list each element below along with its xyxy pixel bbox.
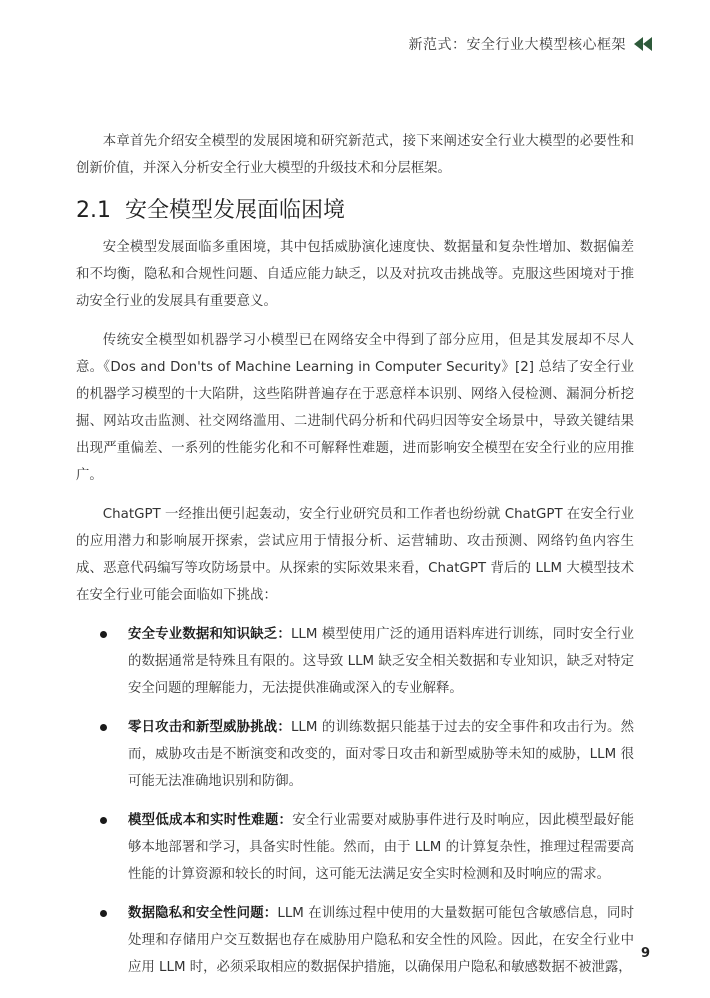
bullet-icon bbox=[100, 910, 107, 917]
bullet-icon bbox=[100, 817, 107, 824]
bullet-text: LLM 在训练过程中使用的大量数据可能包含敏感信息，同时处理和存储用户交互数据也存在威胁用户隐私和安全性的风险。因此，在安全行业中应用 LLM 时，必须采取相应的数据保护措施，以确保用户隐私和敏感数据不被泄露， bbox=[128, 906, 635, 975]
list-item bbox=[76, 807, 634, 888]
bullet-text: LLM 模型使用广泛的通用语料库进行训练，同时安全行业的数据通常是特殊且有限的。这导致 LLM 缺乏安全相关数据和专业知识，缺乏对特定安全问题的理解能力，无法提供准确或深入的专业解释。 bbox=[128, 627, 634, 696]
bullet-icon bbox=[100, 631, 107, 638]
section-heading bbox=[76, 194, 634, 228]
challenge-list bbox=[76, 621, 634, 981]
page-body bbox=[76, 128, 634, 993]
header-title: 新范式：安全行业大模型核心框架 bbox=[408, 37, 626, 53]
body-paragraph: ChatGPT 一经推出便引起轰动，安全行业研究员和工作者也纷纷就 ChatGPT 在安全行业的应用潜力和影响展开探索，尝试应用于情报分析、运营辅助、攻击预测、网络钓鱼内容生成、恶意代码编写等攻防场景中。从探索的实际效果来看，ChatGPT 背后的 LLM 大模型技术在安全行业可能会面临如下挑战： bbox=[76, 507, 634, 603]
running-header bbox=[409, 34, 653, 54]
section-number: 2.1 bbox=[76, 198, 111, 223]
bullet-term: 零日攻击和新型威胁挑战： bbox=[128, 720, 291, 735]
body-paragraph: 安全模型发展面临多重困境，其中包括威胁演化速度快、数据量和复杂性增加、数据偏差和不均衡，隐私和合规性问题、自适应能力缺乏，以及对抗攻击挑战等。克服这些困境对于推动安全行业的发展具有重要意义。 bbox=[76, 240, 634, 309]
bullet-text: 安全行业需要对威胁事件进行及时响应，因此模型最好能够本地部署和学习，具备实时性能。然而，由于 LLM 的计算复杂性，推理过程需要高性能的计算资源和较长的时间，这可能无法满足安全实时检测和及时响应的需求。 bbox=[128, 813, 634, 882]
intro-paragraph: 本章首先介绍安全模型的发展困境和研究新范式，接下来阐述安全行业大模型的必要性和创新价值，并深入分析安全行业大模型的升级技术和分层框架。 bbox=[76, 134, 634, 176]
body-paragraph: 传统安全模型如机器学习小模型已在网络安全中得到了部分应用，但是其发展却不尽人意。《Dos and Don'ts of Machine Learning in Computer Security》[2] 总结了安全行业的机器学习模型的十大陷阱，这些陷阱普遍存在于恶意样本识别、网络入侵检测、漏洞分析挖掘、网站攻击监测、社交网络滥用、二进制代码分析和代码归因等安全场景中，导致关键结果出现严重偏差、一系列的性能劣化和不可解释性难题，进而影响安全模型在安全行业的应用推广。 bbox=[76, 333, 634, 483]
bullet-term: 数据隐私和安全性问题： bbox=[128, 906, 278, 921]
list-item bbox=[76, 900, 634, 981]
double-chevron-left-icon bbox=[634, 37, 652, 51]
list-item bbox=[76, 621, 634, 702]
bullet-term: 安全专业数据和知识缺乏： bbox=[128, 627, 291, 642]
bullet-icon bbox=[100, 724, 107, 731]
list-item bbox=[76, 714, 634, 795]
bullet-text: LLM 的训练数据只能基于过去的安全事件和攻击行为。然而，威胁攻击是不断演变和改变的，面对零日攻击和新型威胁等未知的威胁，LLM 很可能无法准确地识别和防御。 bbox=[128, 720, 634, 789]
section-title: 安全模型发展面临困境 bbox=[125, 198, 346, 223]
bullet-term: 模型低成本和实时性难题： bbox=[128, 813, 293, 828]
page-number: 9 bbox=[640, 946, 650, 961]
